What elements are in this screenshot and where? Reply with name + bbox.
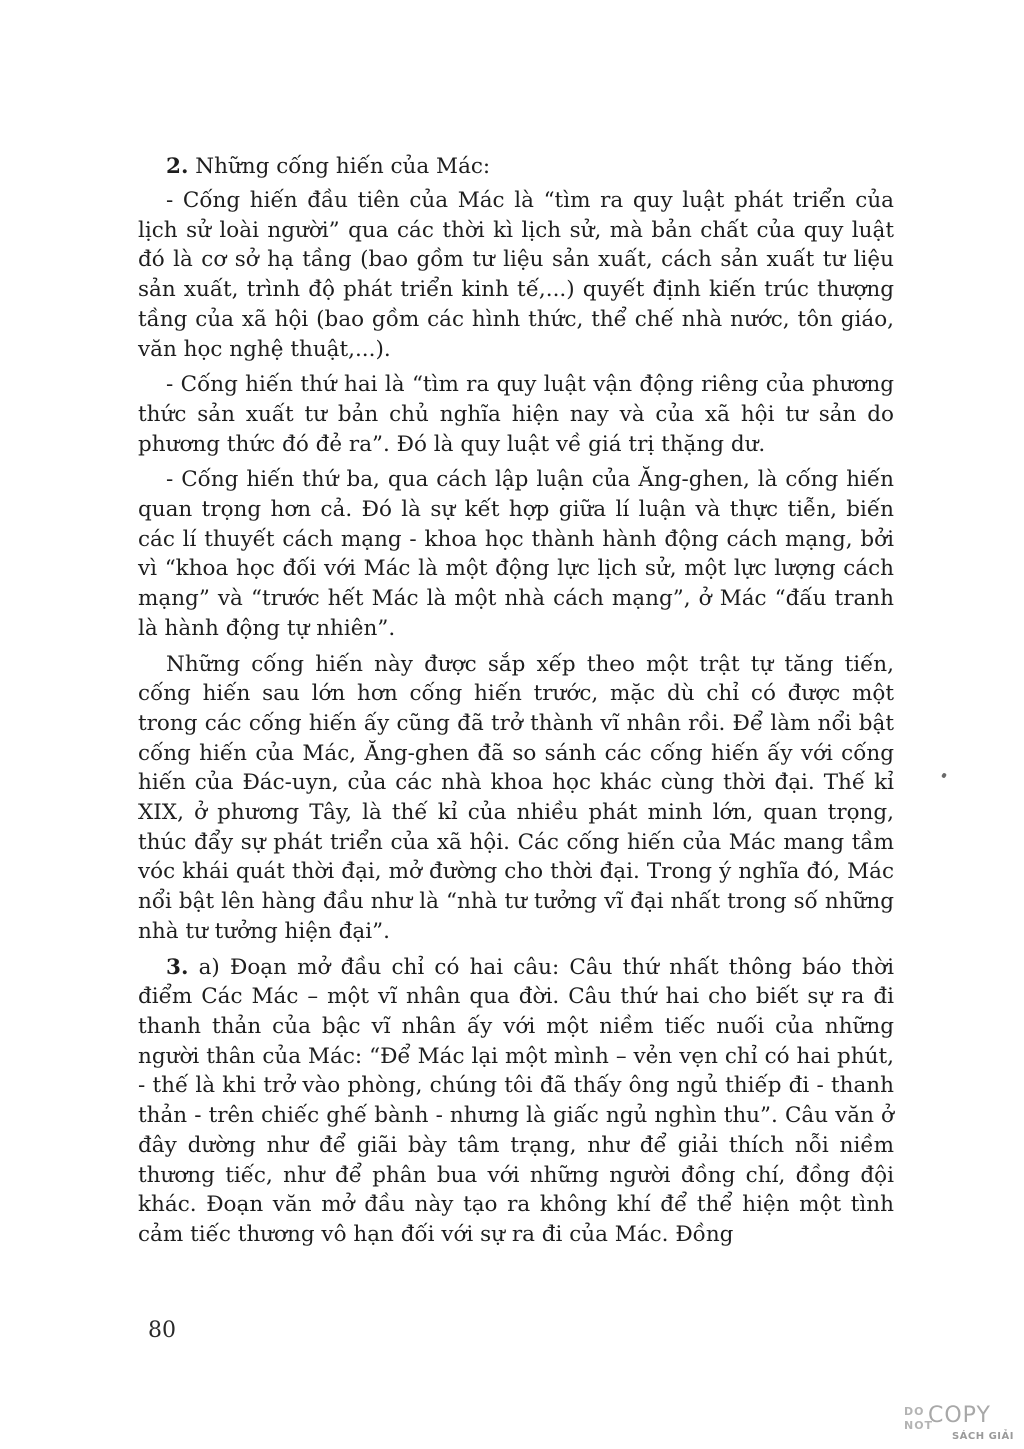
scan-speck [941, 772, 947, 778]
section-3-text: a) Đoạn mở đầu chỉ có hai câu: Câu thứ nhất thông báo thời điểm Các Mác – một vĩ nhân qua đời. Câu thứ hai cho biết sự ra đi thanh thản của bậc vĩ nhân ấy với một niềm tiếc nuối của những người thân của Mác: “Để Mác lại một mình – vẻn vẹn chỉ có hai phút, - thế là khi trở vào phòng, chúng tôi đã thấy ông ngủ thiếp đi - thanh thản - trên chiếc ghế bành - nhưng là giấc ngủ nghìn thu”. Câu văn ở đây dường như để giãi bày tâm trạng, như để giải thích nỗi niềm thương tiếc, như để phân bua với những người đồng chí, đồng đội khác. Đoạn văn mở đầu này tạo ra không khí để thể hiện một tình cảm tiếc thương vô hạn đối với sự ra đi của Mác. Đồng [138, 954, 894, 1247]
section-3-number: 3. [166, 954, 189, 980]
section-3-paragraph [138, 953, 894, 1250]
watermark-logo [904, 1403, 1016, 1445]
watermark-do: DO [904, 1405, 925, 1418]
paragraph-contribution-2: - Cống hiến thứ hai là “tìm ra quy luật vận động riêng của phương thức sản xuất tư bản chủ nghĩa hiện nay và của xã hội tư sản do phương thức đó đẻ ra”. Đó là quy luật về giá trị thặng dư. [138, 372, 894, 457]
paragraph-contribution-3: - Cống hiến thứ ba, qua cách lập luận của Ăng-ghen, là cống hiến quan trọng hơn cả. Đó là sự kết hợp giữa lí luận và thực tiễn, biến các lí thuyết cách mạng - khoa học thành hành động cách mạng, bởi vì “khoa học đối với Mác là một động lực lịch sử, một lực lượng cách mạng” và “trước hết Mác là một nhà cách mạng”, ở Mác “đấu tranh là hành động tự nhiên”. [138, 467, 894, 641]
watermark-source: SÁCH GIẢI [951, 1431, 1014, 1442]
section-2-title: Những cống hiến của Mác: [195, 154, 491, 179]
paragraph-summary: Những cống hiến này được sắp xếp theo một trật tự tăng tiến, cống hiến sau lớn hơn cống hiến trước, mặc dù chỉ có được một trong các cống hiến ấy cũng đã trở thành vĩ nhân rồi. Để làm nổi bật cống hiến của Mác, Ăng-ghen đã so sánh các cống hiến ấy với cống hiến của Đác-uyn, của các nhà khoa học khác cùng thời đại. Thế kỉ XIX, ở phương Tây, là thế kỉ của nhiều phát minh lớn, quan trọng, thúc đẩy sự phát triển của xã hội. Các cống hiến của Mác mang tầm vóc khái quát thời đại, mở đường cho thời đại. Trong ý nghĩa đó, Mác nổi bật lên hàng đầu như là “nhà tư tưởng vĩ đại nhất trong số những nhà tư tưởng hiện đại”. [138, 651, 894, 944]
section-2-heading [138, 152, 894, 182]
section-2-number: 2. [166, 154, 189, 179]
watermark-not: NOT [904, 1419, 934, 1432]
paragraph-contribution-1: - Cống hiến đầu tiên của Mác là “tìm ra quy luật phát triển của lịch sử loài người” qua các thời kì lịch sử, mà bản chất của quy luật đó là cơ sở hạ tầng (bao gồm tư liệu sản xuất, cách sản xuất tư liệu sản xuất, trình độ phát triển kinh tế,...) quyết định kiến trúc thượng tầng của xã hội (bao gồm các hình thức, thể chế nhà nước, tôn giáo, văn học nghệ thuật,...). [138, 188, 894, 362]
page-content [138, 152, 894, 1256]
page-number: 80 [148, 1318, 176, 1343]
watermark-copy: COPY [928, 1403, 991, 1428]
